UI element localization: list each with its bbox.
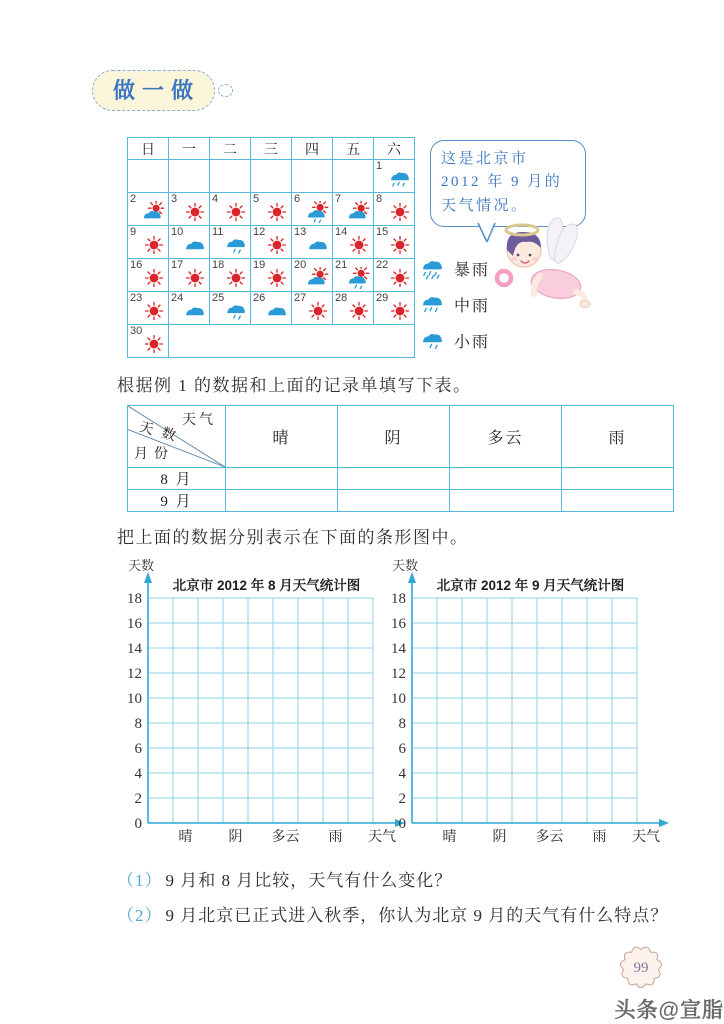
- calendar-day-header: 二: [210, 138, 251, 160]
- weather-count-table: [127, 405, 674, 512]
- table-blank-cell[interactable]: [450, 490, 562, 512]
- calendar-day-cell: [251, 259, 292, 292]
- calendar-week-row: [128, 160, 415, 193]
- weather-icon-cloud-sun: [346, 201, 372, 223]
- calendar-day-cell: [210, 259, 251, 292]
- y-tick-label: 12: [127, 666, 142, 682]
- weather-icon-sun: [141, 234, 167, 256]
- calendar-date: 7: [335, 193, 342, 205]
- y-tick-label: 2: [398, 791, 406, 807]
- y-axis-arrow-icon: [408, 572, 416, 583]
- calendar-week-row: [128, 226, 415, 259]
- calendar-day-cell: [292, 292, 333, 325]
- do-it-badge: [92, 70, 233, 111]
- calendar-date: 28: [335, 292, 348, 304]
- table-column-header: 雨: [562, 406, 674, 468]
- y-tick-label: 2: [134, 791, 142, 807]
- table-row: [128, 468, 674, 490]
- weather-icon-sun: [387, 300, 413, 322]
- calendar-day-header: 一: [169, 138, 210, 160]
- y-axis-label: 天数: [128, 558, 155, 573]
- x-category-label: 晴: [178, 830, 193, 845]
- legend-item: [419, 286, 490, 322]
- calendar-date: 14: [335, 226, 348, 238]
- y-tick-label: 4: [134, 766, 142, 782]
- calendar-week-row: [128, 292, 415, 325]
- y-tick-label: 14: [391, 641, 406, 657]
- speech-bubble-line: 这是北京市: [441, 151, 529, 167]
- weather-icon-sun: [264, 234, 290, 256]
- y-tick-label: 4: [398, 766, 406, 782]
- question-number: （2）: [117, 906, 163, 925]
- calendar-day-header: 四: [292, 138, 333, 160]
- instruction-draw-charts: 把上面的数据分别表示在下面的条形图中。: [117, 528, 469, 547]
- table-corner-cell: [128, 406, 226, 468]
- calendar-day-header: 三: [251, 138, 292, 160]
- calendar-date: 13: [294, 226, 307, 238]
- corner-label-month: 月份: [134, 447, 174, 462]
- calendar-day-cell: [292, 259, 333, 292]
- question-text: 9 月和 8 月比较，天气有什么变化？: [165, 871, 453, 890]
- weather-icon-cloud-rain-light: [223, 234, 249, 256]
- weather-icon-cloud-sun: [141, 201, 167, 223]
- calendar-day-cell: [292, 193, 333, 226]
- calendar-day-cell: [251, 292, 292, 325]
- weather-icon-sun: [305, 300, 331, 322]
- y-tick-label: 10: [391, 691, 406, 707]
- calendar-empty-cell: [333, 160, 374, 193]
- calendar-day-cell: [333, 259, 374, 292]
- corner-label-weather: 天气: [182, 413, 216, 428]
- weather-icon-sun: [141, 300, 167, 322]
- calendar-date: 25: [212, 292, 225, 304]
- calendar-day-cell: [374, 226, 415, 259]
- calendar-date: 30: [130, 325, 143, 337]
- weather-icon-sun: [387, 201, 413, 223]
- legend-label: 暴雨: [454, 261, 491, 279]
- table-row-header: 9 月: [128, 490, 226, 512]
- calendar-date: 19: [253, 259, 266, 271]
- legend-label: 小雨: [454, 333, 491, 351]
- calendar-week-row: [128, 325, 415, 358]
- calendar-day-cell: [210, 292, 251, 325]
- weather-icon-cloud-rain-heavy: [419, 256, 446, 280]
- badge-tail-dot: [218, 84, 233, 97]
- question-number: （1）: [117, 871, 163, 890]
- calendar-date: 4: [212, 193, 219, 205]
- table-column-header: 晴: [226, 406, 338, 468]
- y-tick-label: 12: [391, 666, 406, 682]
- weather-icon-sun: [223, 201, 249, 223]
- weather-icon-sun: [182, 267, 208, 289]
- calendar-table: [127, 137, 415, 358]
- calendar-day-cell: [251, 226, 292, 259]
- y-tick-label: 10: [127, 691, 142, 707]
- calendar-date: 3: [171, 193, 178, 205]
- x-axis-label: 天气: [368, 830, 396, 845]
- calendar-date: 22: [376, 259, 389, 271]
- calendar-empty-cell: [292, 160, 333, 193]
- calendar-date: 1: [376, 160, 383, 172]
- weather-icon-cloud-rain-light: [223, 300, 249, 322]
- x-category-label: 雨: [328, 830, 343, 845]
- calendar-week-row: [128, 259, 415, 292]
- calendar-empty-cell: [169, 160, 210, 193]
- calendar-empty-cell: [210, 160, 251, 193]
- table-header-row: [128, 406, 674, 468]
- question-text: 9 月北京已正式进入秋季，你认为北京 9 月的天气有什么特点？: [165, 906, 669, 925]
- legend-item: [419, 322, 490, 358]
- weather-icon-sun: [387, 234, 413, 256]
- x-category-label: 多云: [535, 830, 564, 845]
- calendar-empty-cell: [128, 160, 169, 193]
- y-tick-label: 8: [134, 716, 142, 732]
- calendar-date: 6: [294, 193, 301, 205]
- calendar-date: 9: [130, 226, 137, 238]
- calendar-date: 11: [212, 226, 224, 238]
- calendar-week-row: [128, 193, 415, 226]
- calendar-header-row: [128, 138, 415, 160]
- table-blank-cell[interactable]: [338, 468, 450, 490]
- y-tick-label: 6: [398, 741, 406, 757]
- calendar-date: 10: [171, 226, 184, 238]
- weather-icon-sun: [141, 267, 167, 289]
- weather-icon-cloud-rain-medium: [387, 168, 413, 190]
- y-tick-label: 16: [127, 616, 142, 632]
- x-category-label: 阴: [492, 830, 507, 845]
- y-axis-arrow-icon: [144, 572, 152, 583]
- y-tick-label: 18: [391, 591, 406, 607]
- table-row: [128, 490, 674, 512]
- calendar-day-cell: [128, 325, 169, 358]
- speech-bubble-text: [441, 148, 575, 218]
- calendar-day-cell: [128, 292, 169, 325]
- legend-item: [419, 250, 490, 286]
- weather-icon-cloud: [305, 234, 331, 256]
- x-category-label: 雨: [592, 830, 607, 845]
- bar-chart-grid: [112, 556, 412, 856]
- weather-icon-sun: [141, 333, 167, 355]
- y-tick-label: 14: [127, 641, 142, 657]
- table-column-header: 多云: [450, 406, 562, 468]
- calendar-day-cell: [169, 226, 210, 259]
- x-axis-arrow-icon: [659, 819, 669, 827]
- y-tick-label: 6: [134, 741, 142, 757]
- calendar-day-cell: [374, 193, 415, 226]
- calendar-date: 18: [212, 259, 225, 271]
- calendar-empty-cell: [251, 160, 292, 193]
- calendar-merged-empty-cell: [169, 325, 415, 358]
- weather-icon-cloud-rain-medium: [419, 292, 446, 316]
- calendar-date: 21: [335, 259, 348, 271]
- page-number-badge: [615, 941, 667, 993]
- calendar-date: 26: [253, 292, 266, 304]
- y-tick-label: 16: [391, 616, 406, 632]
- weather-icon-sun: [223, 267, 249, 289]
- calendar-day-cell: [169, 259, 210, 292]
- weather-icon-cloud-sun-rain: [305, 201, 331, 223]
- calendar-day-header: 五: [333, 138, 374, 160]
- y-tick-label: 0: [134, 816, 142, 832]
- speech-bubble-line: 天气情况。: [441, 197, 529, 214]
- weather-icon-sun: [182, 201, 208, 223]
- calendar-day-cell: [128, 193, 169, 226]
- calendar-day-header: 日: [128, 138, 169, 160]
- table-blank-cell[interactable]: [338, 490, 450, 512]
- weather-icon-sun: [264, 267, 290, 289]
- calendar-day-header: 六: [374, 138, 415, 160]
- x-category-label: 多云: [271, 830, 300, 845]
- y-tick-label: 0: [398, 816, 406, 832]
- calendar-day-cell: [374, 160, 415, 193]
- calendar-date: 15: [376, 226, 389, 238]
- calendar-date: 23: [130, 292, 143, 304]
- chart-september: [376, 556, 676, 856]
- question-1: [117, 866, 452, 891]
- calendar-date: 2: [130, 193, 137, 205]
- calendar-date: 12: [253, 226, 266, 238]
- calendar-date: 17: [171, 259, 184, 271]
- angel-illustration: [492, 214, 594, 330]
- calendar-day-cell: [169, 292, 210, 325]
- chart-title: 北京市 2012 年 9 月天气统计图: [436, 578, 625, 593]
- calendar-day-cell: [333, 292, 374, 325]
- table-blank-cell[interactable]: [562, 490, 674, 512]
- calendar-day-cell: [292, 226, 333, 259]
- table-blank-cell[interactable]: [450, 468, 562, 490]
- weather-legend: [419, 250, 490, 358]
- y-tick-label: 8: [398, 716, 406, 732]
- calendar-day-cell: [251, 193, 292, 226]
- x-category-label: 晴: [442, 830, 457, 845]
- weather-icon-cloud-rain-light: [419, 328, 446, 352]
- calendar-day-cell: [169, 193, 210, 226]
- calendar-day-cell: [128, 226, 169, 259]
- calendar-date: 5: [253, 193, 260, 205]
- do-it-label: 做一做: [92, 70, 215, 111]
- weather-icon-sun: [346, 300, 372, 322]
- weather-icon-cloud-sun-rain: [346, 267, 372, 289]
- table-column-header: 阴: [338, 406, 450, 468]
- speech-bubble-line: 2012 年 9 月的: [441, 174, 563, 191]
- legend-label: 中雨: [454, 297, 491, 315]
- x-category-label: 阴: [228, 830, 243, 845]
- weather-icon-sun: [387, 267, 413, 289]
- calendar-date: 20: [294, 259, 307, 271]
- corner-label-days: 天数: [137, 420, 186, 447]
- weather-icon-cloud: [182, 300, 208, 322]
- calendar-date: 29: [376, 292, 389, 304]
- bar-chart-grid: [376, 556, 676, 856]
- chart-august: [112, 556, 412, 856]
- table-blank-cell[interactable]: [562, 468, 674, 490]
- table-blank-cell[interactable]: [226, 468, 338, 490]
- calendar-date: 8: [376, 193, 383, 205]
- y-axis-label: 天数: [392, 558, 419, 573]
- watermark: 头条@宣脂: [614, 999, 724, 1022]
- calendar-date: 24: [171, 292, 184, 304]
- page-number: 99: [633, 960, 649, 976]
- x-axis-label: 天气: [632, 830, 660, 845]
- y-tick-label: 18: [127, 591, 142, 607]
- question-2: [117, 901, 668, 926]
- calendar-day-cell: [210, 226, 251, 259]
- calendar-day-cell: [333, 193, 374, 226]
- calendar-day-cell: [333, 226, 374, 259]
- instruction-fill-table: 根据例 1 的数据和上面的记录单填写下表。: [117, 376, 472, 395]
- chart-title: 北京市 2012 年 8 月天气统计图: [172, 578, 361, 593]
- weather-icon-cloud: [182, 234, 208, 256]
- calendar-date: 16: [130, 259, 143, 271]
- calendar-date: 27: [294, 292, 307, 304]
- calendar-day-cell: [128, 259, 169, 292]
- table-blank-cell[interactable]: [226, 490, 338, 512]
- calendar-day-cell: [374, 259, 415, 292]
- weather-icon-sun: [346, 234, 372, 256]
- calendar-day-cell: [210, 193, 251, 226]
- calendar-day-cell: [374, 292, 415, 325]
- table-row-header: 8 月: [128, 468, 226, 490]
- weather-icon-sun: [264, 201, 290, 223]
- weather-icon-cloud-sun: [305, 267, 331, 289]
- weather-icon-cloud: [264, 300, 290, 322]
